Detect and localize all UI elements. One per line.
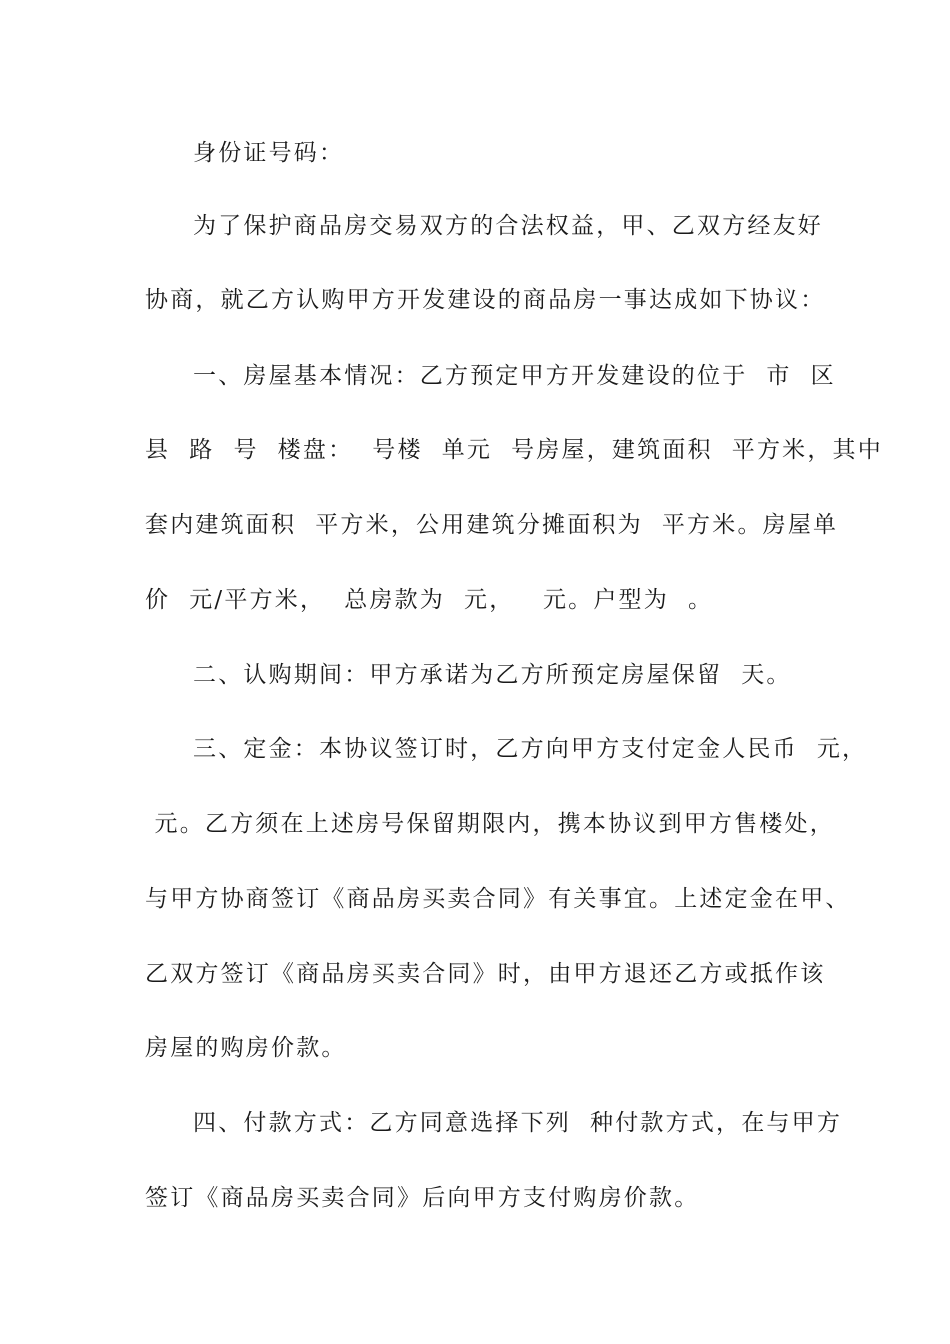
clause-1-line-1: 一、房屋基本情况：乙方预定甲方开发建设的位于 市 区 (193, 363, 836, 389)
clause-3-line-5: 房屋的购房价款。 (145, 1035, 347, 1061)
clause-3-line-3: 与甲方协商签订《商品房买卖合同》有关事宜。上述定金在甲、 (145, 886, 851, 912)
clause-4-line-1: 四、付款方式：乙方同意选择下列 种付款方式，在与甲方 (193, 1110, 843, 1136)
preamble-line-1: 为了保护商品房交易双方的合法权益，甲、乙双方经友好 (193, 213, 823, 239)
id-number-line: 身份证号码： (193, 140, 345, 166)
clause-1-line-3: 套内建筑面积 平方米，公用建筑分摊面积为 平方米。房屋单 (145, 512, 839, 538)
preamble-line-2: 协商，就乙方认购甲方开发建设的商品房一事达成如下协议： (145, 287, 826, 313)
clause-1-line-2: 县 路 号 楼盘： 号楼 单元 号房屋，建筑面积 平方米，其中 (145, 437, 883, 463)
clause-3-line-2: 元。乙方须在上述房号保留期限内，携本协议到甲方售楼处， (145, 811, 835, 837)
clause-1-line-4: 价 元/平方米， 总房款为 元， 元。户型为 。 (145, 587, 714, 613)
clause-3-line-4: 乙双方签订《商品房买卖合同》时，由甲方退还乙方或抵作该 (145, 961, 826, 987)
clause-4-line-2: 签订《商品房买卖合同》后向甲方支付购房价款。 (145, 1185, 700, 1211)
clause-2-line-1: 二、认购期间：甲方承诺为乙方所预定房屋保留 天。 (193, 662, 792, 688)
clause-3-line-1: 三、定金：本协议签订时，乙方向甲方支付定金人民币 元， (193, 736, 868, 762)
